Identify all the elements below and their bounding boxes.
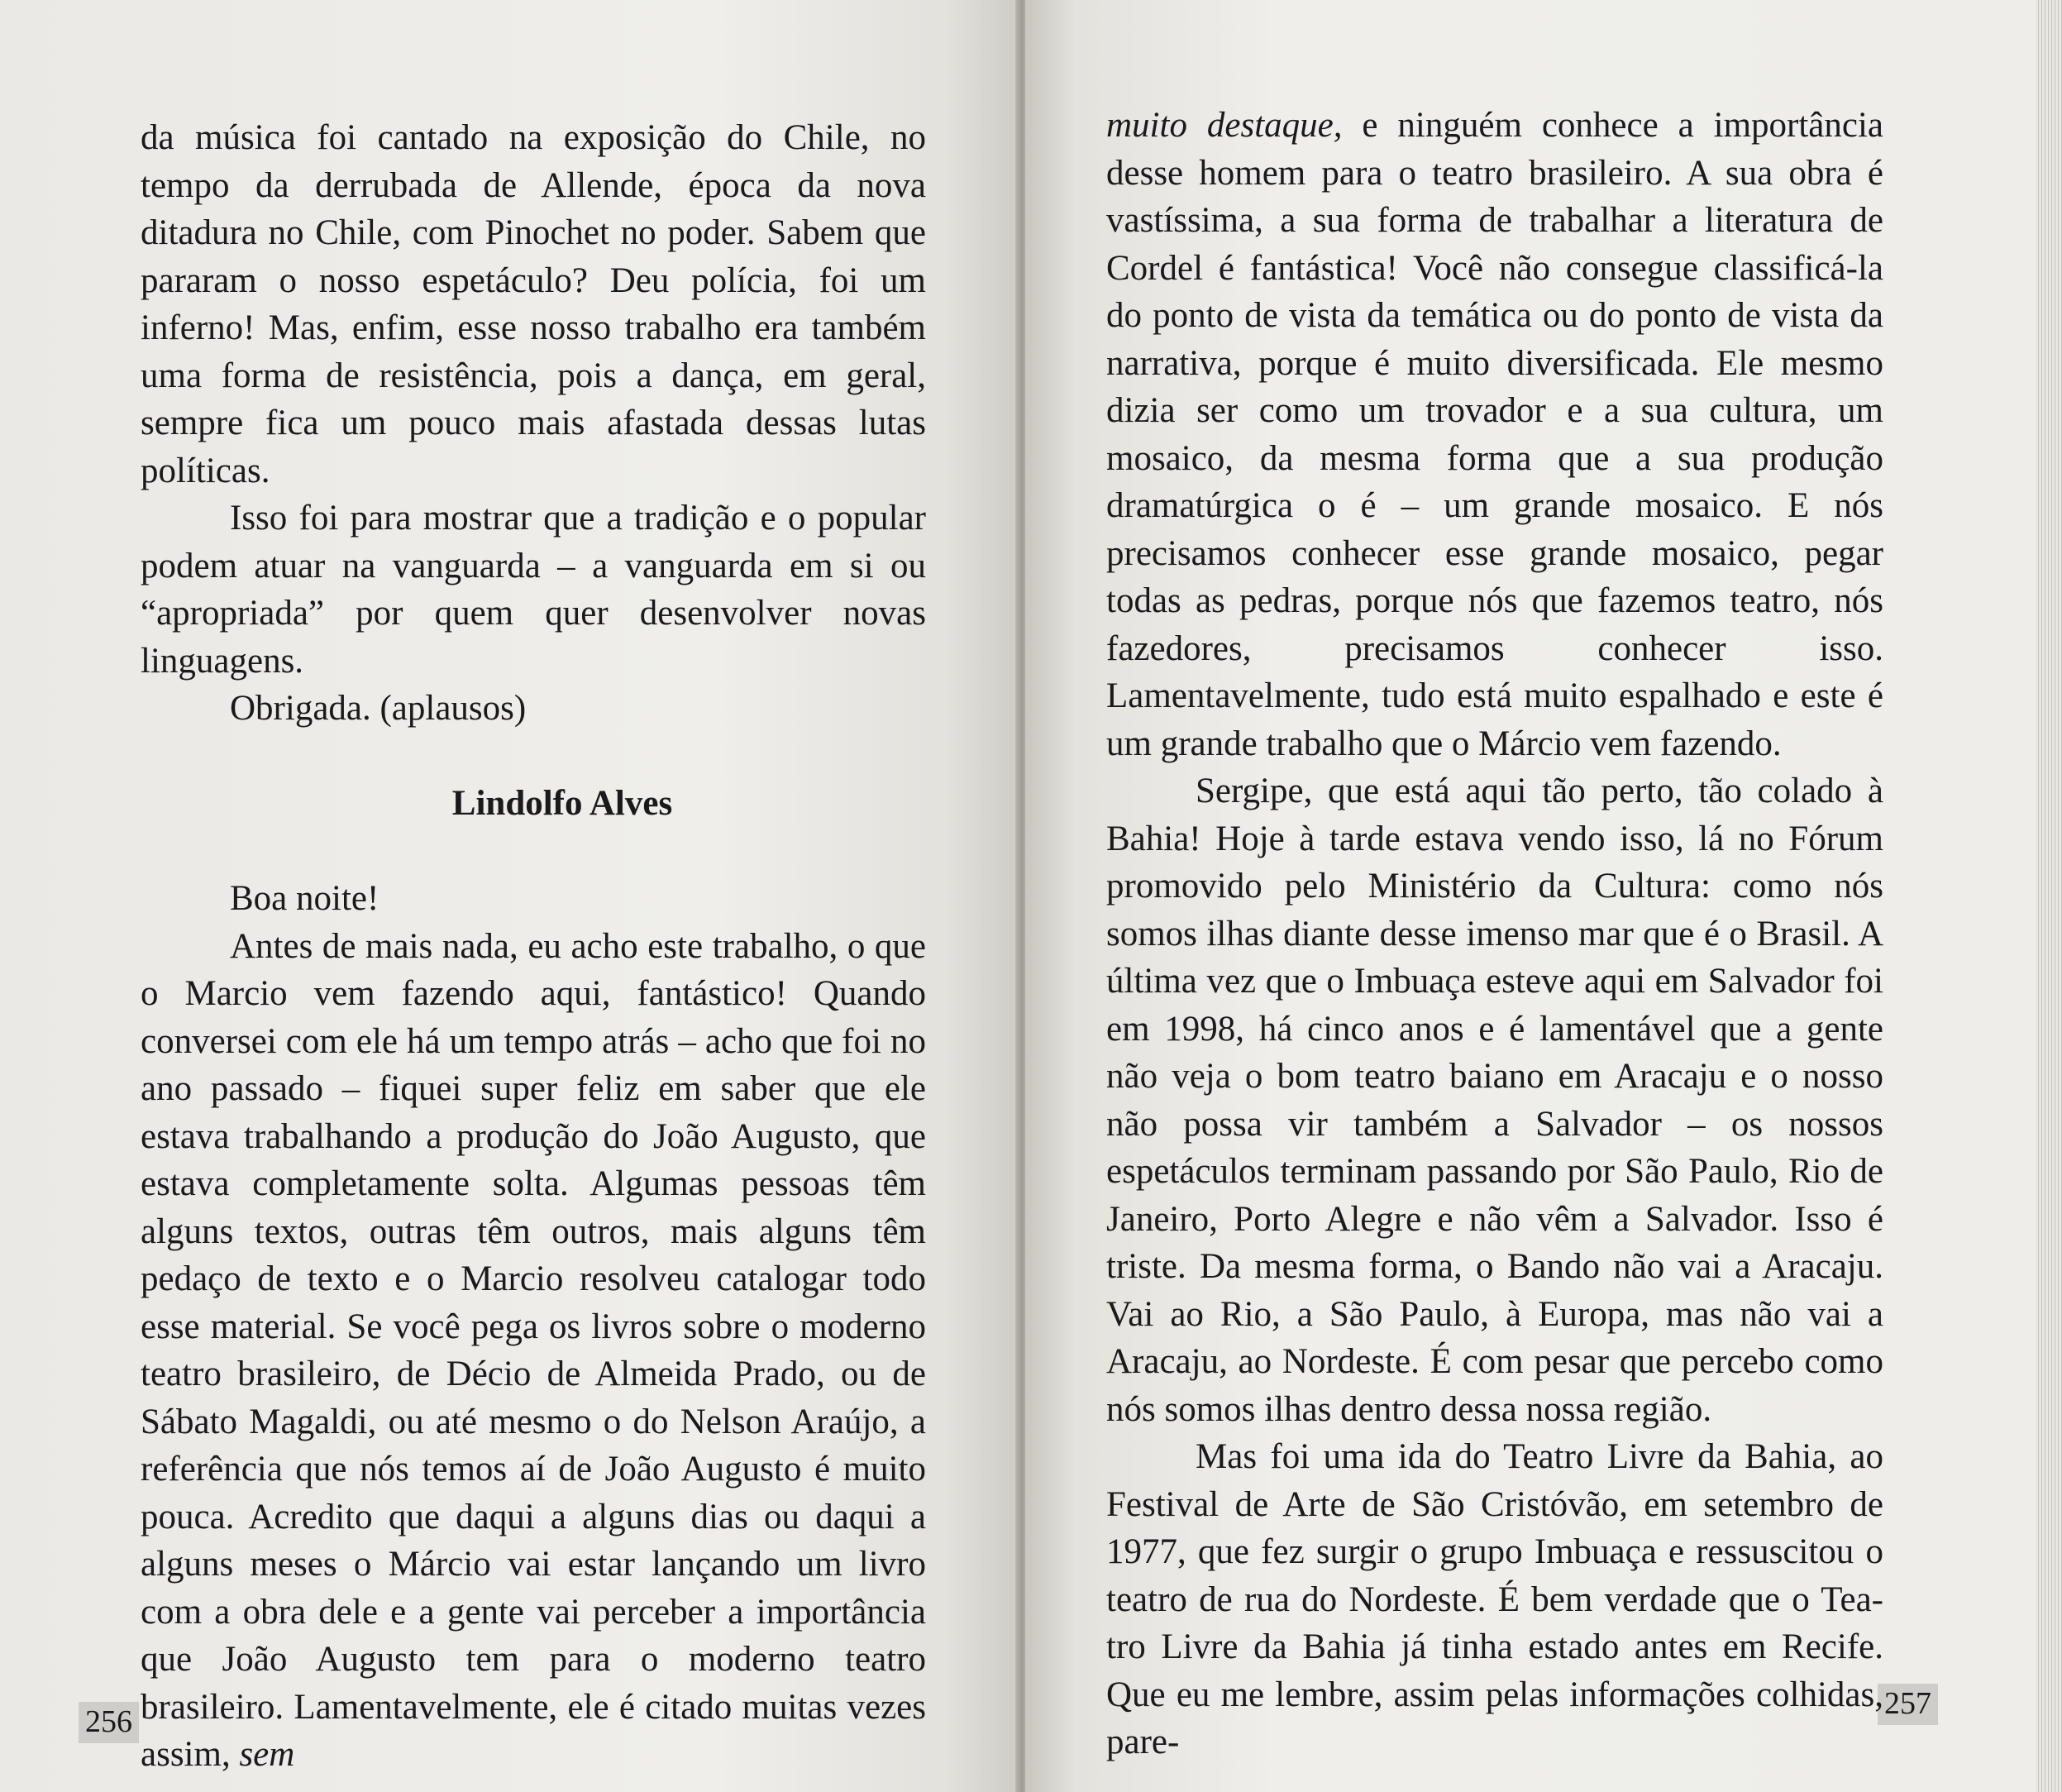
speaker-heading: Lindolfo Alves	[451, 784, 673, 823]
page-number: 257	[1878, 1684, 1938, 1725]
paragraph: Mas foi uma ida do Teatro Livre da Bahia, ao Festival de Arte de São Cristóvão, em setembro de 1977, que fez surgir o grupo Imbuaça e ressuscitou o teatro de rua do Nordeste. É bem verdade que o Tea-tro Livre da Bahia já tinha estado antes em Recife. Que eu me lembre, assim pelas informações colhidas, pare-	[1106, 1437, 1883, 1761]
italic-text: muito destaque,	[1106, 106, 1343, 145]
paragraph: Obrigada. (aplausos)	[230, 689, 527, 728]
paragraph: Sergipe, que está aqui tão perto, tão colado à Bahia! Hoje à tarde estava vendo isso, lá no Fórum promovido pelo Ministério da Cultura: como nós somos ilhas diante desse imenso mar que é o Brasil. A última vez que o Imbuaça esteve aqui em Salvador foi em 1998, há cinco anos e é lamentável que a gente não veja o bom teatro baiano em Aracaju e o nosso não possa vir também a Salvador – os nossos espetáculos terminam passando por São Paulo, Rio de Janeiro, Porto Alegre e não vêm a Salvador. Isso é triste. Da mesma forma, o Bando não vai a Aracaju. Vai ao Rio, a São Paulo, à Europa, mas não vai a Aracaju, ao Nordeste. É com pesar que percebo como nós somos ilhas dentro dessa nossa região.	[1106, 772, 1883, 1429]
paragraph-text: e ninguém conhece a importância desse homem para o teatro brasileiro. A sua obra é vastíssima, a sua forma de trabalhar a literatura de Cordel é fantástica! Você não consegue classificá-la do ponto de vista da temática ou do ponto de vista da narrativa, porque é muito diversificada. Ele mesmo dizia ser como um trovador e a sua cultura, um mosaico, da mesma forma que a sua produção dramatúrgica o é – um grande mosaico. E nós precisamos conhecer esse grande mosaico, pegar todas as pedras, porque nós que fazemos teatro, nós fazedores, precisamos conhecer isso. Lamentavelmente, tudo está muito espalhado e este é um grande trabalho que o Márcio vem fazendo.	[1106, 106, 1883, 763]
right-page-text	[1106, 102, 1883, 1766]
left-page	[0, 0, 1019, 1792]
page-number: 256	[79, 1702, 139, 1743]
paragraph-text: Antes de mais nada, eu acho este trabalho, o que o Marcio vem fazendo aqui, fantástico! Quando conversei com ele há um tempo atrás – acho que foi no ano passado – fiquei super feliz em saber que ele estava trabalhando a produção do João Augusto, que estava completamente solta. Algumas pessoas têm alguns textos, outras têm outros, mais alguns têm pedaço de texto e o Marcio resolveu catalogar todo esse material. Se você pega os livros sobre o moderno teatro brasileiro, de Décio de Almeida Prado, ou de Sábato Magaldi, ou até mesmo o do Nelson Araújo, a referência que nós temos aí de João Augusto é muito pouca. Acredito que daqui a alguns dias ou daqui a alguns meses o Márcio vai estar lançando um livro com a obra dele e a gente vai perceber a importância que João Augusto tem para o moderno teatro brasileiro. Lamentavelmente, ele é citado muitas vezes assim,	[141, 926, 926, 1774]
paragraph: Boa noite!	[230, 879, 379, 918]
paragraph	[1106, 102, 1883, 767]
italic-text: sem	[239, 1735, 295, 1774]
paragraph: Isso foi para mostrar que a tradição e o popular podem atuar na vanguarda – a vanguarda em si ou “apropriada” por quem quer desenvolver novas linguagens.	[141, 499, 926, 681]
paragraph: da música foi cantado na exposição do Chile, no tempo da derrubada de Allende, época da nova ditadura no Chile, com Pinochet no poder. Sabem que pararam o nosso espetáculo? Deu polícia, foi um inferno! Mas, enfim, esse nosso trabalho era também uma forma de resistência, pois a dança, em geral, sempre fica um pouco mais afastada dessas lutas políticas.	[141, 118, 926, 490]
paragraph	[141, 923, 926, 1779]
left-page-text	[141, 114, 926, 1779]
page-edges	[2036, 0, 2062, 1792]
